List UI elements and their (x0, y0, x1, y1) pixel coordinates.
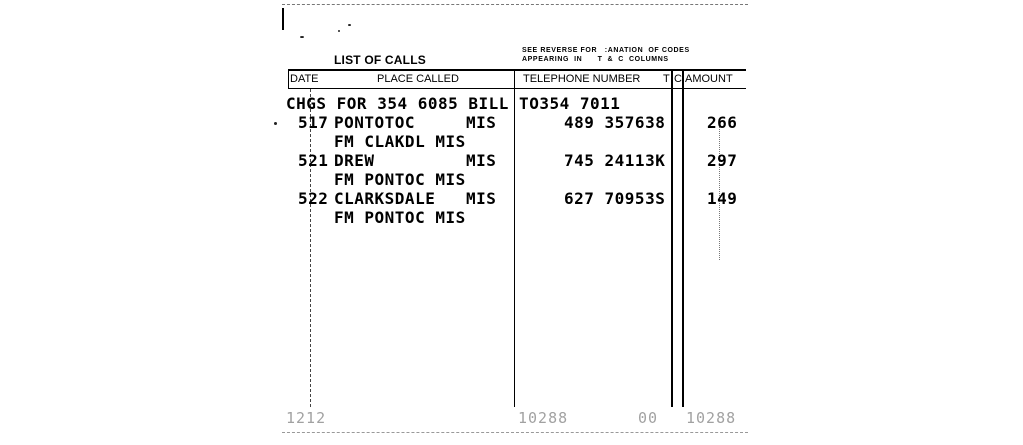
call-amount: 297 (707, 151, 738, 170)
call-from: FM PONTOC MIS (334, 208, 466, 227)
list-title: LIST OF CALLS (334, 53, 426, 67)
speck (348, 24, 351, 26)
call-place: DREW (334, 151, 375, 170)
codes-note-line2: APPEARING IN T & C COLUMNS (522, 56, 669, 63)
call-state: MIS (466, 151, 497, 170)
call-date: 521 (298, 151, 329, 170)
date-divider (310, 89, 311, 407)
left-edge (288, 70, 289, 89)
footer-faded-left: 1212 (286, 409, 327, 427)
top-perforation (282, 4, 748, 5)
col-phone: TELEPHONE NUMBER (523, 73, 641, 85)
place-divider (514, 70, 515, 407)
col-t: T (663, 73, 670, 85)
bottom-perforation (282, 432, 748, 433)
col-place: PLACE CALLED (377, 73, 459, 85)
margin-mark (282, 8, 284, 30)
call-state: MIS (466, 113, 497, 132)
codes-note (522, 46, 690, 64)
call-state: MIS (466, 189, 497, 208)
codes-note-line1: SEE REVERSE FOR :ANATION OF CODES (522, 47, 690, 54)
call-phone: 627 70953S (564, 189, 666, 208)
column-header-rule (288, 88, 746, 89)
footer-faded-middle: 10288 (518, 409, 569, 427)
c-divider (682, 70, 684, 407)
speck (274, 122, 277, 125)
call-from: FM CLAKDL MIS (334, 132, 466, 151)
speck (300, 36, 304, 38)
call-place: CLARKSDALE (334, 189, 436, 208)
col-date: DATE (290, 73, 319, 85)
call-date: 522 (298, 189, 329, 208)
call-phone: 745 24113K (564, 151, 666, 170)
footer-faded-right: 10288 (686, 409, 737, 427)
call-from: FM PONTOC MIS (334, 170, 466, 189)
call-place: PONTOTOC (334, 113, 416, 132)
speck (338, 30, 340, 32)
col-amount: AMOUNT (685, 73, 733, 85)
call-list-sheet (282, 0, 752, 445)
call-amount: 149 (707, 189, 738, 208)
call-amount: 266 (707, 113, 738, 132)
footer-faded-t: 00 (638, 409, 659, 427)
call-date: 517 (298, 113, 329, 132)
summary-line: CHGS FOR 354 6085 BILL TO354 7011 (286, 94, 621, 113)
header-rule (288, 69, 746, 71)
t-divider (671, 70, 673, 407)
col-c: C (674, 73, 682, 85)
call-phone: 489 357638 (564, 113, 666, 132)
